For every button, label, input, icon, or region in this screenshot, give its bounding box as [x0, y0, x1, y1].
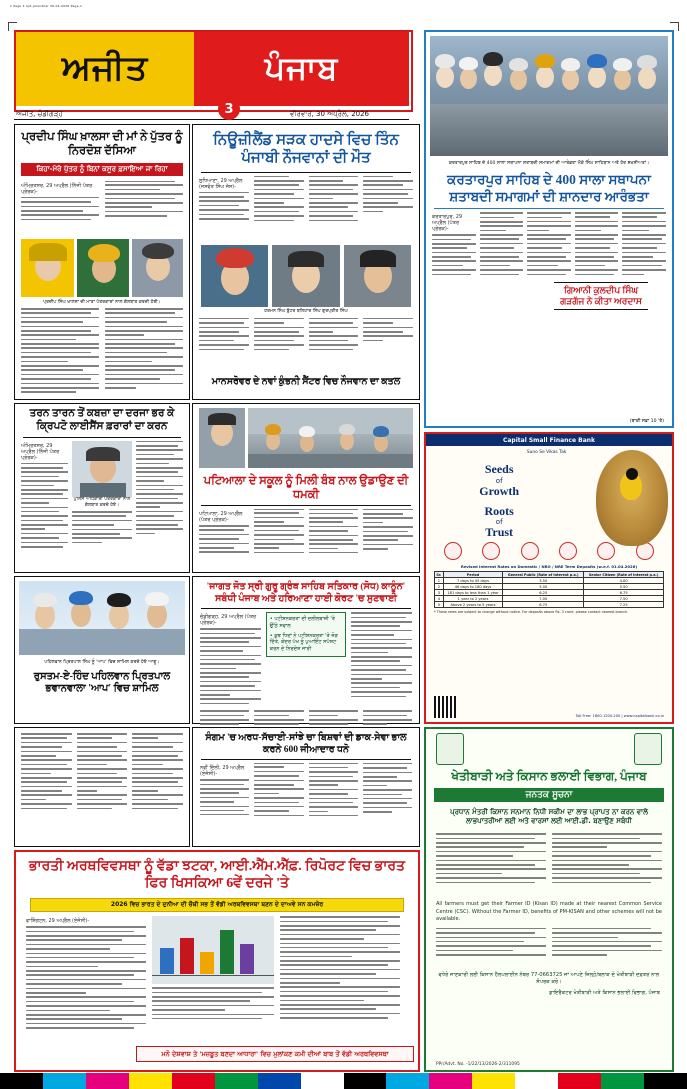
court-byline: ਚੰਡੀਗੜ੍ਹ, 29 ਅਪ੍ਰੈਲ (ਪੱਤਰ ਪ੍ਰੇਰਕ)-: [200, 614, 257, 627]
aap-join-photo: [19, 581, 185, 655]
court-bullet-2: • ਕੁਝ ਧਿਰਾਂ ਨੇ ਪਟੀਸ਼ਨਕਰਤਾ 'ਤੇ ਜੋੜ ਦਿੱਤੇ, ਕੇਂਦਰ ਪੱਖ ਨੂੰ ਪੁਆਇੰਟ ਸਪੱਸ਼ਟ ਕਰਨ ਦੇ ਨਿਰਦੇਸ਼ ਜਾਰੀ: [269, 632, 338, 653]
agriculture-emblem-icon: [634, 733, 662, 765]
rates-col-header: Sr.: [436, 572, 442, 577]
story-left-lower: [14, 727, 190, 847]
imf-headline: ਭਾਰਤੀ ਅਰਥਵਿਵਸਥਾ ਨੂੰ ਵੱਡਾ ਝਟਕਾ, ਆਈ.ਐੱਮ.ਐੱਫ਼. ਰਿਪੋਰਟ ਵਿਚ ਭਾਰਤ ਫਿਰ ਖਿਸਕਿਆ 6ਵੇਂ ਦਰਜੇ 'ਤੇ: [29, 859, 405, 892]
registration-color-bar: [0, 1073, 687, 1089]
pradeep-subhead: ਕਿਹਾ-ਮੇਰੇ ਪੁੱਤਰ ਨੂੰ ਬਿਨਾਂ ਕਸੂਰ ਫ਼ਸਾਇਆ ਜਾ ਰਿਹਾ: [21, 163, 183, 176]
rates-cell: 4: [435, 596, 444, 602]
gov-advt-no: PPr/Advt. No. -1/22/13/2026-2/311095: [436, 1062, 520, 1067]
postal-body: [193, 763, 419, 849]
gov-notice-strip: ਜਨਤਕ ਸੂਚਨਾ: [434, 788, 664, 802]
bank-brand: Capital Small Finance Bank: [426, 434, 672, 446]
rates-cell: 5.50: [584, 584, 664, 590]
ad-capital-bank[interactable]: [424, 432, 674, 724]
story-pradeep-mother: [14, 124, 190, 400]
bank-line6: Trust: [485, 525, 514, 540]
nz-victim-photo-2: [272, 245, 339, 307]
tarn-officer-photo: [72, 441, 132, 497]
rates-row: [435, 602, 664, 608]
gov-signoff: ਡਾਇਰੈਕਟਰ ਖੇਤੀਬਾੜੀ ਅਤੇ ਕਿਸਾਨ ਭਲਾਈ ਵਿਭਾਗ, ਪੰਜਾਬ: [549, 990, 660, 997]
rates-cell: 5: [435, 602, 444, 608]
kartarpur-body: [432, 212, 666, 412]
tarn-col1: [21, 441, 68, 551]
qr-code: [434, 696, 456, 718]
pradeep-photo: [77, 239, 130, 297]
rates-cell: 7.50: [584, 596, 664, 602]
gov-body-punjabi: [426, 829, 672, 897]
ad-agriculture-dept[interactable]: [424, 727, 674, 1072]
rates-cell: 5.00: [503, 584, 584, 590]
pradeep-photo-caption: ਪ੍ਰਦੀਪ ਸਿੰਘ ਖ਼ਾਲਸਾ ਦੀ ਮਾਤਾ ਪੱਤਰਕਾਰਾਂ ਨਾਲ ਗੱਲਬਾਤ ਕਰਦੀ ਹੋਈ।: [43, 299, 161, 305]
masthead-left-panel: [16, 32, 194, 106]
crime-scene-photo: [248, 408, 413, 468]
school-threat-byline: ਪਟਿਆਲਾ, 29 ਅਪ੍ਰੈਲ (ਪੱਤਰ ਪ੍ਰੇਰਕ)-: [199, 511, 243, 524]
school-threat-headline: ਪਟਿਆਲਾ ਦੇ ਸਕੂਲ ਨੂੰ ਮਿਲੀ ਬੰਬ ਨਾਲ ਉਡਾਉਣ ਦੀ ਧਮਕੀ: [203, 475, 409, 502]
feature-icon-4: [559, 542, 577, 560]
masthead-rule: [14, 119, 409, 120]
tarn-byline: ਅੰਮ੍ਰਿਤਸਰ, 29 ਅਪ੍ਰੈਲ (ਨਿੱਜੀ ਪੱਤਰ ਪ੍ਰੇਰਕ)-: [21, 442, 60, 461]
gov-lead: ਪ੍ਰਧਾਨ ਮੰਤਰੀ ਕਿਸਾਨ ਸਨਮਾਨ ਨਿਧੀ ਸਕੀਮ ਦਾ ਲਾਭ ਪ੍ਰਾਪਤ ਨਾ ਕਰਨ ਵਾਲੇ ਲਾਭਪਾਤਰੀਆਂ ਲਈ ਅਤੇ ਵਾਰਸਾਂ ਲਈ ਆਈ.ਡੀ. ਬਣਾਉਣ ਸਬੰਧੀ: [450, 807, 648, 826]
feature-icon-5: [597, 542, 615, 560]
masthead-title-punjab: ਪੰਜਾਬ: [264, 50, 339, 86]
rates-cell: 3.50: [503, 578, 584, 584]
court-bullet-1: • ਪਟੀਸ਼ਨਕਰਤਾ ਦੀ ਦਲੀਲਬਾਜ਼ੀ 'ਤੇ ਉੱਠੇ ਸਵਾਲ: [269, 616, 335, 629]
rates-cell: 1 year to 2 years: [443, 596, 503, 602]
story-nz-accident: [192, 124, 420, 400]
pradeep-byline: ਅੰਮ੍ਰਿਤਸਰ, 29 ਅਪ੍ਰੈਲ (ਨਿੱਜੀ ਪੱਤਰ ਪ੍ਰੇਰਕ)-: [21, 182, 93, 195]
feature-icon-2: [482, 542, 500, 560]
nz-body-bottom: [193, 318, 419, 374]
printer-marks: 1 Page 3 Ajit-Jalandhar 30-04-2026 Page-1: [10, 4, 83, 8]
imf-col2: [152, 987, 274, 1019]
bank-rates-table: [434, 571, 664, 608]
rates-col-header: Period: [443, 572, 503, 578]
rates-col-header: General Public (Rate of Interest p.a.): [503, 572, 584, 578]
bank-line2: of: [495, 476, 503, 485]
rates-cell: 1: [435, 578, 444, 584]
pradeep-third-photo: [132, 239, 183, 297]
bank-line5: of: [495, 518, 503, 527]
tarn-col2b: [72, 511, 132, 543]
rates-cell: 4.00: [584, 578, 664, 584]
kartarpur-inset-headline: ਗਿਆਨੀ ਕੁਲਦੀਪ ਸਿੰਘ ਗੜਗੱਜ ਨੇ ਕੀਤਾ ਅਰਦਾਸ: [560, 285, 642, 307]
gov-en-note: All farmers must get their Farmer ID (Kisan ID) made at their nearest Common Service Centre (CSC). Without the Farmer ID, benefits of PM-KISAN and other schemes will not be available.: [436, 901, 662, 923]
masthead-title-ajit: ਅਜੀਤ: [61, 50, 149, 87]
rates-cell: 181 days to less than 1 year: [443, 590, 503, 596]
nz-headline: ਨਿਊਜ਼ੀਲੈਂਡ ਸੜਕ ਹਾਦਸੇ ਵਿਚ ਤਿੰਨ ਪੰਜਾਬੀ ਨੌਜਵਾਨਾਂ ਦੀ ਮੌਤ: [213, 132, 399, 167]
court-col1: [200, 612, 261, 707]
left-lower-body: [15, 728, 189, 846]
bank-tagline: Suno Se Vikas Tak: [526, 450, 567, 455]
murder-victim-photo: [199, 408, 245, 468]
masthead-date: ਵੀਰਵਾਰ, 30 ਅਪ੍ਰੈਲ, 2026: [290, 110, 370, 118]
page-number-badge: 3: [218, 98, 240, 120]
rates-cell: 6.75: [584, 590, 664, 596]
kartarpur-byline: ਕਰਤਾਰਪੁਰ, 29 ਅਪ੍ਰੈਲ (ਪੱਤਰ ਪ੍ਰੇਰਕ)-: [432, 214, 463, 233]
rates-cell: 3: [435, 590, 444, 596]
rates-cell: 2: [435, 584, 444, 590]
rates-cell: Above 2 years to 5 years: [443, 602, 503, 608]
nz-photo-caption: ਹਰਮਨ ਸਿੰਘ ਬੁੱਟਰ ਬਲਿਹਾਰ ਸਿੰਘ ਗੁਰਪ੍ਰੀਤ ਸਿੰਘ: [264, 308, 348, 314]
postal-byline: ਨਵੀਂ ਦਿੱਲੀ, 29 ਅਪ੍ਰੈਲ (ਏਜੰਸੀ)-: [200, 765, 245, 778]
bank-table-title: Revised Interest Rates on Domestic / NRO / NRE Term Deposits (w.e.f. 01.04.2026): [460, 564, 638, 570]
bank-footer: Toll Free: 1800-1200-200 | www.capitalbank.co.in: [575, 714, 664, 718]
court-col3: [351, 612, 412, 707]
pradeep-headline: ਪ੍ਰਦੀਪ ਸਿੰਘ ਖ਼ਾਲਸਾ ਦੀ ਮਾਂ ਨੇ ਪੁੱਤਰ ਨੂੰ ਨਿਰਦੋਸ਼ ਦੱਸਿਆ: [21, 131, 183, 158]
punjab-emblem-icon: [436, 733, 464, 765]
tarn-headline: ਤਰਨ ਤਾਰਨ ਤੋਂ ਕਬਜ਼ਾ ਦਾ ਦਰਜਾ ਭਰ ਕੇ ਕ੍ਰਿਪਟੋ ਲਾਈਸੈਂਸ ਫ਼ਰਾਰਾਂ ਦਾ ਕਰਨ: [29, 408, 175, 432]
gov-body-lower: [426, 928, 672, 968]
imf-byline: ਵਾਸ਼ਿੰਗਟਨ, 29 ਅਪ੍ਰੈਲ (ਏਜੰਸੀ)-: [26, 918, 90, 925]
kartarpur-headline: ਕਰਤਾਰਪੁਰ ਸਾਹਿਬ ਦੇ 400 ਸਾਲਾ ਸਥਾਪਨਾ ਸ਼ਤਾਬਦੀ ਸਮਾਗਮਾਂ ਦੀ ਸ਼ਾਨਦਾਰ ਆਰੰਭਤਾ: [447, 172, 651, 204]
bank-line1: Seeds: [484, 462, 514, 476]
rates-cell: 6.25: [503, 590, 584, 596]
masthead-place: ਅਜੀਤ, ਚੰਡੀਗੜ੍ਹ: [16, 110, 63, 118]
bank-note: * These rates are subject to change without notice. For deposits above Rs. 3 crore, please contact nearest branch.: [434, 610, 629, 615]
story-murder-and-school: [192, 403, 420, 573]
imf-subhead: 2026 ਵਿਚ ਭਾਰਤ ਦੇ ਦੁਨੀਆ ਦੀ ਚੌਥੀ ਸਭ ਤੋਂ ਵੱਡੀ ਅਰਥਵਿਵਸਥਾ ਬਣਨ ਦੇ ਦਾਅਵੇ ਸਨ ਕਮਜ਼ੋਰ: [30, 898, 404, 912]
nz-body-top: [193, 176, 419, 242]
pradeep-body-bottom: [15, 308, 189, 404]
story-kartarpur: [424, 30, 674, 428]
kartarpur-jump: (ਬਾਕੀ ਸਫ਼ਾ 10 'ਤੇ): [629, 419, 664, 424]
imf-col1: [26, 916, 146, 1031]
nz-victim-photo-3: [344, 245, 411, 307]
masthead-right-panel: [194, 32, 409, 106]
story-postal: [192, 727, 420, 847]
rates-cell: 46 days to 180 days: [443, 584, 503, 590]
imf-footer-strip: ਮਨੋ ਦੇਸ਼ਵਾਸ਼ ਤੇ 'ਮਜ਼ਬੂਤ ਬਣਦਾ ਆਧਾਰਾ' ਵਿਚ ਮੁਲਾਂਕਣ ਕਮੀ ਦੀਆਂ ਬਾਬ ਤੋਂ ਵੱਡੀ ਅਰਥਵਿਵਸਥਾ: [161, 1049, 389, 1058]
rates-col-header: Senior Citizen (Rate of Interest p.a.): [584, 572, 664, 578]
rates-cell: 6.75: [503, 602, 584, 608]
rates-cell: 7.00: [503, 596, 584, 602]
imf-col3: [280, 916, 400, 1031]
bank-line4: Roots: [484, 503, 514, 518]
school-threat-body: [193, 509, 419, 573]
aap-join-caption: ਪਹਿਲਵਾਨ ਪ੍ਰਿਤਪਾਲ ਸਿੰਘ ਨੂੰ 'ਆਪ' ਵਿਚ ਸ਼ਾਮਿਲ ਕਰਦੇ ਹੋਏ ਆਗੂ।: [44, 660, 160, 665]
kartarpur-photo-caption: ਕਰਤਾਰਪੁਰ ਸਾਹਿਬ ਦੇ 400 ਸਾਲਾ ਸਥਾਪਨਾ ਸ਼ਤਾਬਦੀ ਸਮਾਗਮਾਂ ਦੀ ਆਰੰਭਤਾ ਮੌਕੇ ਸਿੰਘ ਸਾਹਿਬਾਨ ਅਤੇ ਹੋਰ ਸ਼ਖ਼ਸੀਅਤਾਂ।: [448, 161, 650, 166]
gov-dept-title: ਖੇਤੀਬਾੜੀ ਅਤੇ ਕਿਸਾਨ ਭਲਾਈ ਵਿਭਾਗ, ਪੰਜਾਬ: [451, 769, 647, 783]
aap-join-headline: ਰੁਸਤਮ-ਏ-ਹਿੰਦ ਪਹਿਲਵਾਨ ਪ੍ਰਿਤਪਾਲ ਭਵਾਨਵਾਲਾ 'ਆਪ' ਵਿਚ ਸ਼ਾਮਿਲ: [33, 671, 171, 695]
feature-icon-3: [521, 542, 539, 560]
court-headline: 'ਜਾਗਤ ਜੋਤ ਸ੍ਰੀ ਗੁਰੂ ਗ੍ਰੰਥ ਸਾਹਿਬ ਸਤਿਕਾਰ (ਸੋਧ) ਕਾਨੂੰਨ' ਸਬੰਧੀ ਪੰਜਾਬ ਅਤੇ ਹਰਿਆਣਾ ਹਾਈ ਕੋਰਟ 'ਚ ਸੁਣਵਾਈ: [206, 582, 406, 604]
story-left-photo-block: [14, 576, 190, 724]
gov-helpline: ਵਧੇਰੇ ਜਾਣਕਾਰੀ ਲਈ ਕਿਸਾਨ ਹੈਲਪਲਾਈਨ ਨੰਬਰ 77-0663725 ਜਾਂ ਆਪਣੇ ਜ਼ਿਲ੍ਹੇ/ਬਲਾਕ ਦੇ ਖੇਤੀਬਾੜੀ ਦਫ਼ਤਰ ਨਾਲ ਸੰਪਰਕ ਕਰੋ।: [438, 971, 660, 985]
story-court-hearing: [192, 576, 420, 724]
tarn-photo-caption: ਪੁਲਿਸ ਅਧਿਕਾਰੀ ਪੱਤਰਕਾਰਾਂ ਨਾਲ ਗੱਲਬਾਤ ਕਰਦੇ ਹੋਏ।: [73, 496, 131, 508]
masthead: [14, 30, 413, 112]
nz-victim-photo-1: [201, 245, 268, 307]
murder-headline: ਮਾਨਸਰੋਵਰ ਦੇ ਨਵਾਂ ਕੁੰਭਨੀ ਸੈਂਟਰ ਵਿਚ ਨੌਜਵਾਨ ਦਾ ਕਤਲ: [211, 376, 401, 387]
postal-headline: ਸੰਗਮ 'ਚ ਅਰਧ-ਸੱਚਾਈ-ਸਾਂਝੇ ਚਾ ਬਿਸ਼ਵਾਂ ਦੀ ਡਾਕ-ਸੇਵਾ ਭਾਲ ਕਰਨੇ 600 ਜੀਆਦਾਰ ਧਨੋ: [205, 733, 407, 755]
story-tarn-taran: [14, 403, 190, 573]
story-imf: [14, 850, 420, 1072]
nz-byline: ਲੁਧਿਆਣਾ, 29 ਅਪ੍ਰੈਲ (ਜਸਵੰਤ ਸਿੰਘ ਜੱਸ)-: [199, 177, 243, 190]
tarn-col3: [136, 441, 183, 551]
bank-line3: Growth: [479, 483, 520, 498]
feature-icon-1: [444, 542, 462, 560]
pradeep-body-top: [15, 178, 189, 237]
pradeep-mother-photo: [21, 239, 74, 297]
rates-cell: 7 days to 45 days: [443, 578, 503, 584]
rates-cell: 7.25: [584, 602, 664, 608]
kartarpur-photo: [430, 36, 668, 156]
imf-chart-photo: [152, 916, 274, 984]
